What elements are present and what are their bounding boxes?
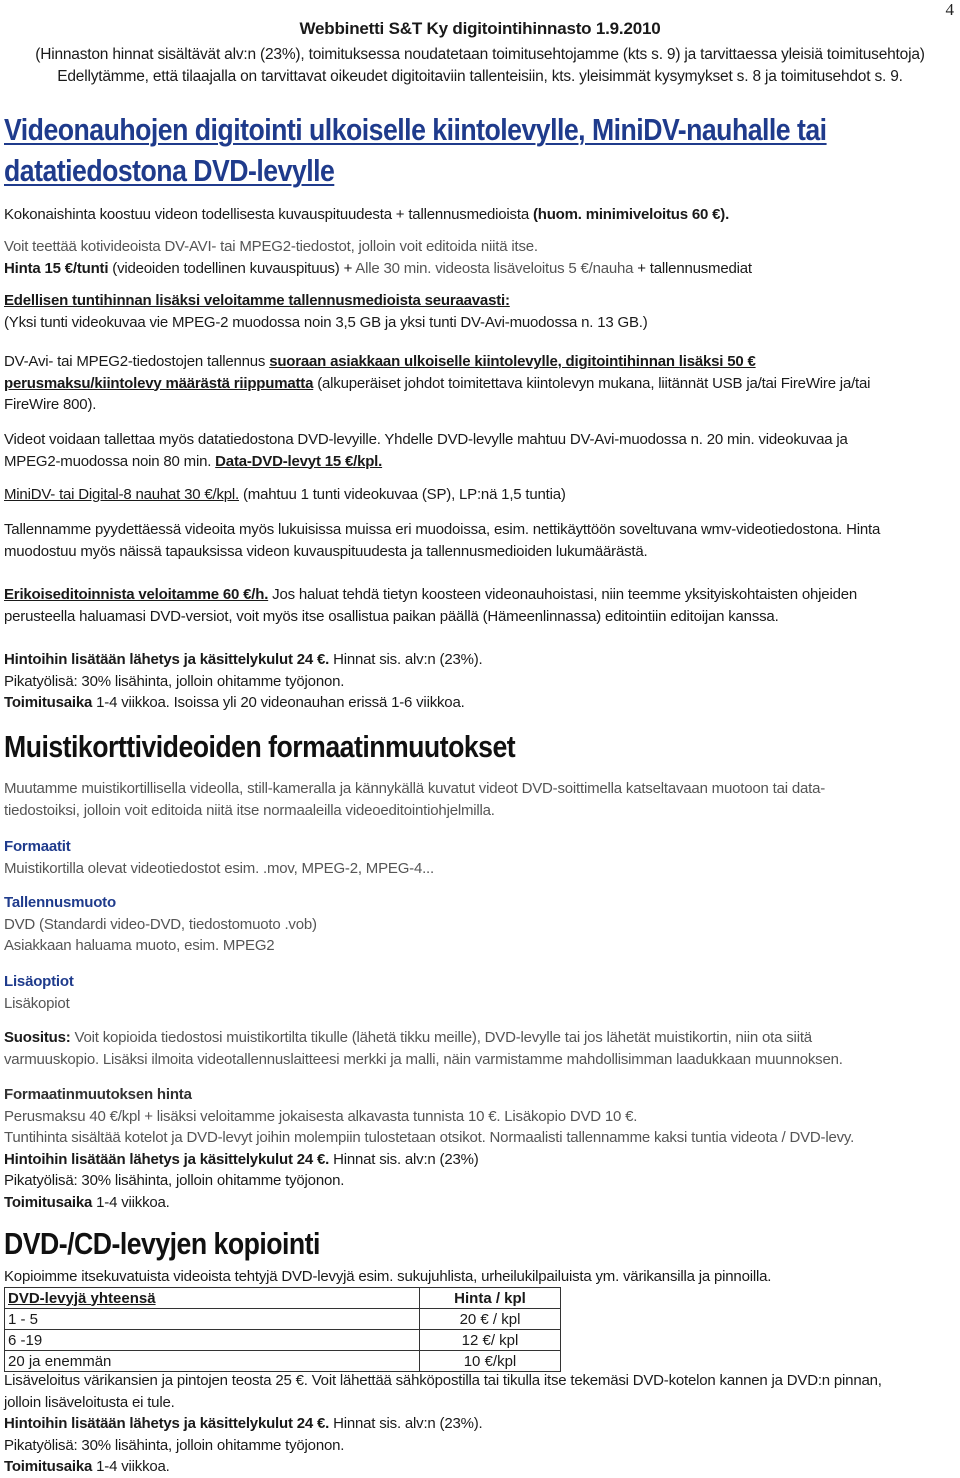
- dvd-extra-line1: Lisäveloitus värikansien ja pintojen teosta 25 €. Voit lähettää sähköpostilla tai tikulla itse tekemäsi DVD-kotelon kannen ja DVD:n pinnan,: [4, 1372, 882, 1389]
- memcard-delivery-label: Toimitusaika: [4, 1193, 93, 1211]
- video-p5-start: DV-Avi- tai MPEG2-tiedostojen tallennus: [4, 353, 270, 370]
- memcard-price-line1: Perusmaksu 40 €/kpl + lisäksi veloitamme jokaisesta alkavasta tunnista 10 €. Lisäkopio DVD 10 €.: [4, 1107, 638, 1125]
- page-number: 4: [945, 0, 954, 19]
- video-minimum-charge: (huom. minimiveloitus 60 €).: [532, 206, 730, 223]
- memcard-recommendation-line1: Voit kopioida tiedostosi muistikortilta tikulle (lähetä tikku meille), DVD-levylle tai jos lähetät muistikortin, niin ota siitä: [70, 1029, 812, 1046]
- video-paragraph-media: [4, 290, 949, 333]
- video-p8-line1: Tallennamme pyydettäessä videoita myös lukuisissa muissa eri muodoissa, esim. nettikäyttöön soveltuvana wmv-videotiedostona. Hinta: [4, 521, 881, 538]
- video-short-tape-fee: Alle 30 min. videosta lisäveloitus 5 €/nauha: [355, 260, 634, 277]
- dvd-intro: Kopioimme itsekuvatuista videoista tehtyjä DVD-levyjä esim. sukujuhlista, urheilukilpailuista ym. värikansilla ja pinnoilla.: [4, 1268, 772, 1285]
- video-vat-note: Hinnat sis. alv:n (23%).: [329, 651, 483, 668]
- memcard-storage-label: Tallennusmuoto: [4, 894, 116, 911]
- memcard-formats-label: Formaatit: [4, 838, 71, 855]
- video-media-intro: Edellisen tuntihinnan lisäksi veloitamme tallennusmedioista seuraavasti:: [4, 292, 510, 309]
- video-p8-line2: muodostuu myös näissä tapauksissa videon kuvauspituudesta ja tallennusmedioiden lukumäärästä.: [4, 542, 648, 560]
- video-section-heading-line1: Videonauhojen digitointi ulkoiselle kiintolevylle, MiniDV-nauhalle tai: [4, 112, 827, 147]
- video-delivery-label: Toimitusaika: [4, 694, 93, 711]
- memcard-options: [4, 971, 949, 1014]
- video-media-sizes: (Yksi tunti videokuvaa vie MPEG-2 muodossa noin 3,5 GB ja yksi tunti DV-Avi-muodossa n. 13 GB.): [4, 313, 648, 331]
- memcard-storage-line2: Asiakkaan haluama muoto, esim. MPEG2: [4, 937, 275, 954]
- dvd-extra-line2: jolloin lisäveloitusta ei tule.: [4, 1393, 175, 1411]
- dvd-price-table-header: [5, 1288, 561, 1309]
- video-p9-text: Jos haluat tehdä tietyn koosteen videonauhoistasi, niin teemme yksityiskohtaisten ohjeiden: [268, 586, 858, 603]
- video-paragraph-hourly-price: [4, 258, 949, 280]
- header-note-vat: (Hinnaston hinnat sisältävät alv:n (23%), toimituksessa noudatetaan toimitusehtojamme (kts s. 9) ja tarvittaessa yleisiä toimitusehtoja): [35, 46, 925, 63]
- video-p6-line1: Videot voidaan tallettaa myös datatiedostona DVD-levyille. Yhdelle DVD-levylle mahtuu DV-Avi-muodossa n. 20 min. videokuvaa ja: [4, 431, 848, 448]
- video-p5-last: FireWire 800).: [4, 396, 97, 413]
- video-p5-rest: (alkuperäiset johdot toimitettava kiintolevyn mukana, liitännät USB ja/tai FireWire ja/tai: [313, 374, 871, 392]
- video-section-heading-line2: datatiedostona DVD-levylle: [4, 153, 335, 188]
- memcard-formats: [4, 836, 949, 879]
- memcard-intro-line2: tiedostoiksi, jolloin voit editoida niitä itse normaaleilla videoeditointiohjelmilla.: [4, 801, 495, 819]
- video-paragraph-minidv: [4, 484, 949, 506]
- memcard-storage: [4, 892, 949, 957]
- dvd-price-table: [4, 1287, 561, 1372]
- dvd-table-header-price: Hinta / kpl: [420, 1288, 561, 1309]
- document-title: Webbinetti S&T Ky digitointihinnasto 1.9.2010: [299, 19, 661, 38]
- dvd-table-price: 10 €/kpl: [420, 1351, 561, 1372]
- video-paragraph-total-price: [4, 204, 949, 226]
- dvd-table-quantity: 20 ja enemmän: [5, 1351, 420, 1372]
- video-editing-price: Erikoiseditoinnista veloitamme 60 €/h.: [4, 586, 269, 603]
- dvd-table-quantity: 6 -19: [5, 1330, 420, 1351]
- dvd-shipping-fee: Hintoihin lisätään lähetys ja käsittelykulut 24 €.: [4, 1415, 330, 1432]
- memcard-rush-fee: Pikatyölisä: 30% lisähinta, jolloin ohitamme työjonon.: [4, 1172, 345, 1189]
- video-paragraph-editing: [4, 584, 949, 627]
- dvd-table-price: 20 € / kpl: [420, 1309, 561, 1330]
- dvd-delivery-time: 1-4 viikkoa.: [92, 1458, 170, 1475]
- video-paragraph-formats: [4, 519, 949, 562]
- memcard-shipping-fee: Hintoihin lisätään lähetys ja käsittelykulut 24 €.: [4, 1150, 330, 1168]
- video-p9-line2: perusteella haluamasi DVD-versiot, voit myös itse osallistua paikan päällä (Hämeenlinnassa) editointiin editoijan kanssa.: [4, 607, 779, 625]
- table-row: [5, 1330, 561, 1351]
- memcard-pricing: [4, 1084, 949, 1213]
- dvd-vat-note: Hinnat sis. alv:n (23%).: [329, 1415, 483, 1432]
- video-harddrive-fee: suoraan asiakkaan ulkoiselle kiintolevylle, digitointihinnan lisäksi 50 €: [269, 353, 756, 370]
- video-minidv-price: MiniDV- tai Digital-8 nauhat 30 €/kpl.: [4, 486, 240, 503]
- table-row: [5, 1351, 561, 1372]
- dvd-table-price: 12 €/ kpl: [420, 1330, 561, 1351]
- memcard-options-text: Lisäkopiot: [4, 994, 70, 1012]
- memcard-recommendation-label: Suositus:: [4, 1029, 71, 1046]
- video-paragraph-data-dvd: [4, 429, 949, 472]
- video-footer: [4, 649, 949, 714]
- memcard-vat-note: Hinnat sis. alv:n (23%): [329, 1150, 479, 1168]
- table-row: [5, 1309, 561, 1330]
- video-data-dvd-price: Data-DVD-levyt 15 €/kpl.: [215, 452, 383, 470]
- memcard-formats-text: Muistikortilla olevat videotiedostot esim. .mov, MPEG-2, MPEG-4...: [4, 859, 434, 877]
- video-paragraph-dv-avi: Voit teettää kotivideoista DV-AVI- tai MPEG2-tiedostot, jolloin voit editoida niitä itse.: [4, 238, 538, 255]
- video-p3-end: + tallennusmediat: [633, 260, 752, 277]
- dvd-rush-fee: Pikatyölisä: 30% lisähinta, jolloin ohitamme työjonon.: [4, 1436, 345, 1454]
- memcard-section-heading: Muistikorttivideoiden formaatinmuutokset: [4, 729, 516, 764]
- memcard-intro: [4, 778, 949, 821]
- video-delivery-time: 1-4 viikkoa. Isoissa yli 20 videonauhan erissä 1-6 viikkoa.: [92, 694, 465, 711]
- header-note-rights: Edellytämme, että tilaajalla on tarvittavat oikeudet digitoitaviin tallenteisiin, kts. yleisimmät kysymykset s. 8 ja toimitusehdot s. 9.: [57, 68, 903, 85]
- video-minidv-capacity: (mahtuu 1 tunti videokuvaa (SP), LP:nä 1,5 tuntia): [239, 486, 566, 503]
- dvd-table-header-quantity: DVD-levyjä yhteensä: [5, 1288, 420, 1309]
- dvd-table-quantity: 1 - 5: [5, 1309, 420, 1330]
- video-p3-text: (videoiden todellinen kuvauspituus) +: [108, 260, 356, 277]
- memcard-recommendation-line2: varmuuskopio. Lisäksi ilmoita videotallennuslaitteesi merkki ja malli, näin varmistamme mahdollisimman laadukkaan muunnoksen.: [4, 1050, 843, 1068]
- dvd-section-heading: DVD-/CD-levyjen kopiointi: [4, 1226, 320, 1261]
- video-harddrive-basic-fee: perusmaksu/kiintolevy määrästä riippumatta: [4, 374, 314, 392]
- memcard-recommendation: [4, 1027, 949, 1070]
- video-hourly-price: Hinta 15 €/tunti: [4, 260, 109, 277]
- video-rush-fee: Pikatyölisä: 30% lisähinta, jolloin ohitamme työjonon.: [4, 672, 345, 690]
- dvd-extras: [4, 1370, 949, 1478]
- memcard-storage-line1: DVD (Standardi video-DVD, tiedostomuoto .vob): [4, 915, 317, 933]
- video-paragraph-harddrive: [4, 351, 949, 416]
- memcard-options-label: Lisäoptiot: [4, 973, 74, 990]
- video-p6-line2: MPEG2-muodossa noin 80 min.: [4, 452, 216, 470]
- memcard-delivery-time: 1-4 viikkoa.: [92, 1193, 170, 1211]
- video-p1-text: Kokonaishinta koostuu videon todellisesta kuvauspituudesta + tallennusmedioista: [4, 206, 533, 223]
- memcard-price-line2: Tuntihinta sisältää kotelot ja DVD-levyt joihin molempiin tulostetaan otsikot. Normaalisti tallennamme kaksi tuntia videota / DVD-levy.: [4, 1129, 855, 1146]
- dvd-delivery-label: Toimitusaika: [4, 1458, 93, 1475]
- video-shipping-fee: Hintoihin lisätään lähetys ja käsittelykulut 24 €.: [4, 651, 330, 668]
- memcard-intro-line1: Muutamme muistikortillisella videolla, still-kameralla ja kännykällä kuvatut videot DVD-soittimella katseltavaan muotoon tai data-: [4, 780, 826, 797]
- memcard-price-label: Formaatinmuutoksen hinta: [4, 1086, 192, 1103]
